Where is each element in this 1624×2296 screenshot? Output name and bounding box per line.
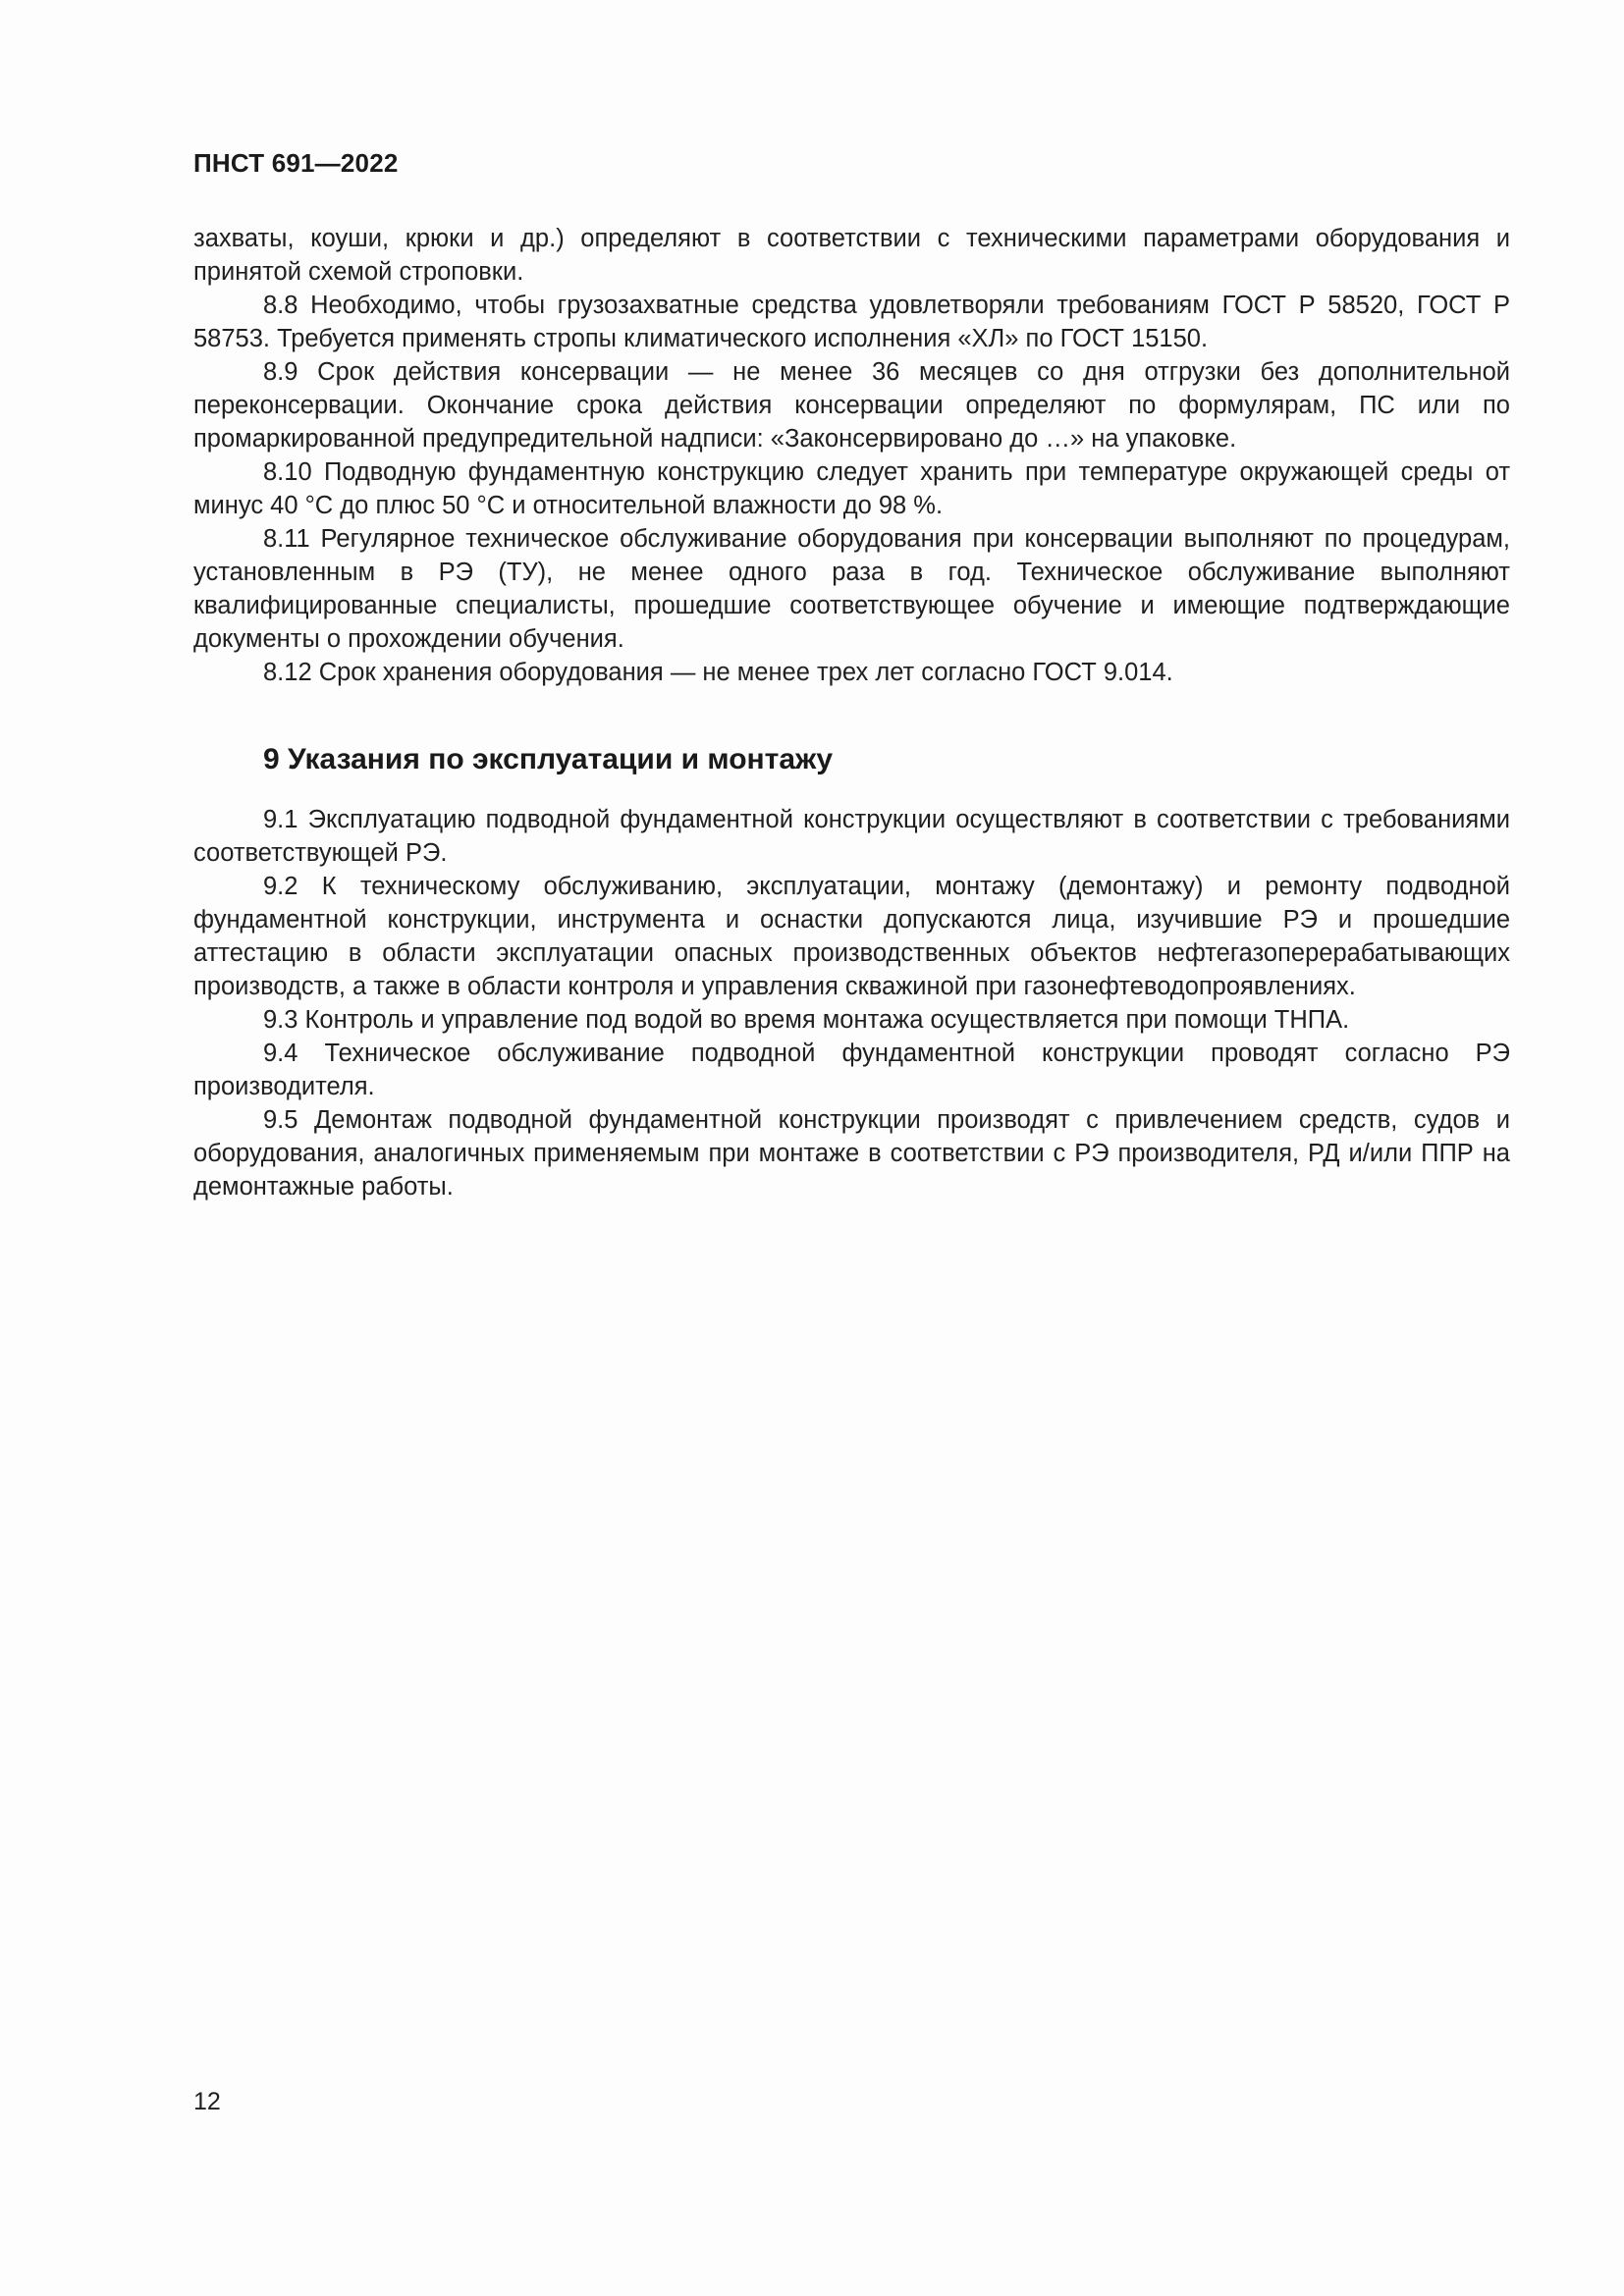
paragraph-9-4: 9.4 Техническое обслуживание подводной фундаментной конструкции проводят согласно РЭ производителя. — [193, 1040, 1510, 1100]
section-9-heading: 9 Указания по эксплуатации и монтажу — [263, 743, 834, 775]
document-id-header: ПНСТ 691—2022 — [193, 148, 399, 178]
page-number: 12 — [193, 2088, 221, 2115]
paragraph-9-1: 9.1 Эксплуатацию подводной фундаментной конструкции осуществляют в соответствии с требованиями соответствующей РЭ. — [193, 806, 1510, 867]
paragraph-8-7-continuation: захваты, коуши, крюки и др.) определяют в соответствии с техническими параметрами оборудования и принятой схемой строповки. — [193, 225, 1510, 286]
paragraph-9-5: 9.5 Демонтаж подводной фундаментной конструкции производят с привлечением средств, судов и оборудования, аналогичных применяемым при монтаже в соответствии с РЭ производителя, РД и/или ППР на демонтажные работы. — [193, 1106, 1510, 1201]
paragraph-8-8: 8.8 Необходимо, чтобы грузозахватные средства удовлетворяли требованиям ГОСТ Р 58520, ГОСТ Р 58753. Требуется применять стропы климатического исполнения «ХЛ» по ГОСТ 15150. — [193, 292, 1510, 352]
paragraph-8-10: 8.10 Подводную фундаментную конструкцию следует хранить при температуре окружающей среды от минус 40 °С до плюс 50 °С и относительной влажности до 98 %. — [193, 458, 1510, 519]
paragraph-8-12: 8.12 Срок хранения оборудования — не менее трех лет согласно ГОСТ 9.014. — [263, 659, 1173, 686]
paragraph-8-9: 8.9 Срок действия консервации — не менее 36 месяцев со дня отгрузки без дополнительной переконсервации. Окончание срока действия консервации определяют по формулярам, ПС или по промаркированной предупредительной надписи: «Законсервировано до …» на упаковке. — [193, 358, 1510, 453]
paragraph-9-3: 9.3 Контроль и управление под водой во время монтажа осуществляется при помощи ТНПА. — [263, 1006, 1350, 1034]
paragraph-8-11: 8.11 Регулярное техническое обслуживание оборудования при консервации выполняют по процедурам, установленным в РЭ (ТУ), не менее одного раза в год. Техническое обслуживание выполняют квалифицированные специалисты, прошедшие соответствующее обучение и имеющие подтверждающие документы о прохождении обучения. — [193, 525, 1510, 653]
paragraph-9-2: 9.2 К техническому обслуживанию, эксплуатации, монтажу (демонтажу) и ремонту подводной фундаментной конструкции, инструмента и оснастки допускаются лица, изучившие РЭ и прошедшие аттестацию в области эксплуатации опасных производственных объектов нефтегазоперерабатывающих производств, а также в области контроля и управления скважиной при газонефтеводопроявлениях. — [193, 873, 1510, 1000]
page-content — [193, 222, 1510, 1203]
